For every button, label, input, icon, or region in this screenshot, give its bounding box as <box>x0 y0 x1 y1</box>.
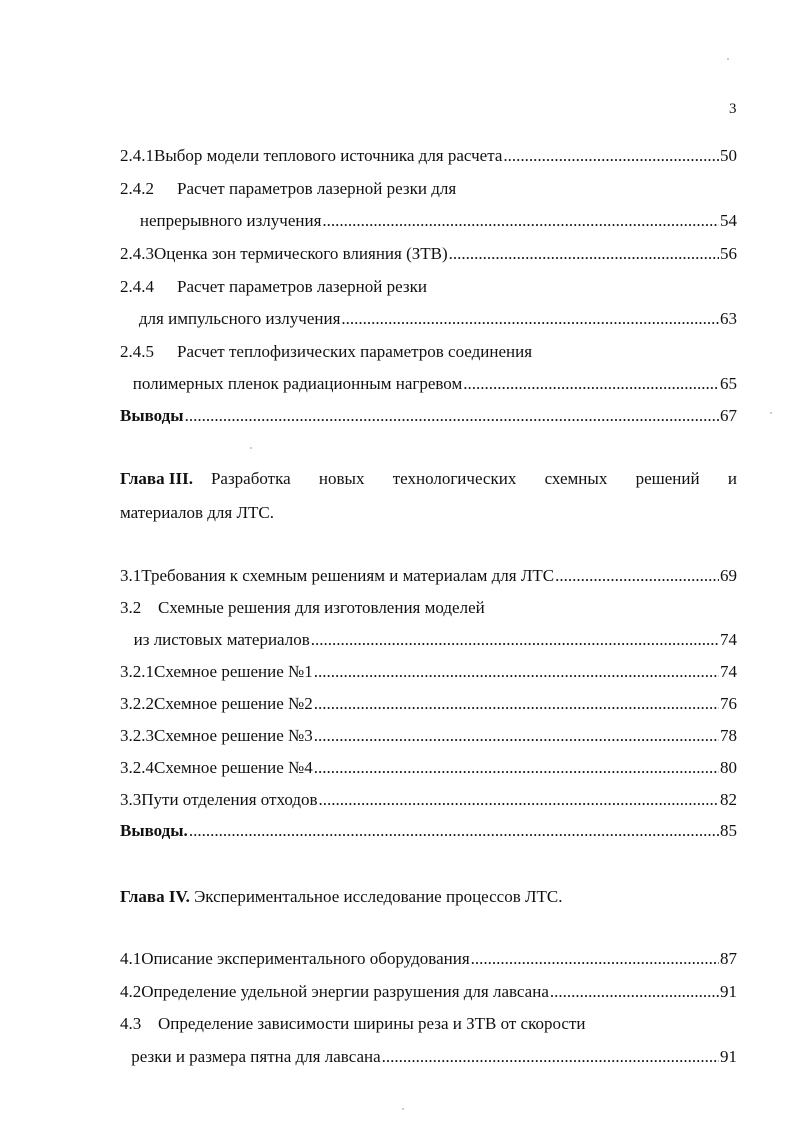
toc-number: 3.2 <box>120 598 142 617</box>
toc-number: 4.3 <box>120 1014 142 1033</box>
leader-dots <box>471 947 719 971</box>
chapter-title-word: новых <box>318 469 365 488</box>
toc-page: 76 <box>720 694 737 713</box>
toc-page: 82 <box>720 790 737 809</box>
toc-title: Выбор модели теплового источника для расчета <box>154 146 503 165</box>
scan-speck <box>770 412 772 414</box>
toc-entry-4-3-cont[interactable] <box>120 1045 737 1069</box>
toc-entry-conclusions-2[interactable] <box>120 404 737 428</box>
toc-entry-3-2-cont[interactable] <box>120 628 737 652</box>
toc-page: 91 <box>720 982 737 1001</box>
toc-number: 2.4.5 <box>120 342 154 361</box>
toc-entry-2-4-2[interactable] <box>120 177 737 201</box>
toc-number: 3.2.4 <box>120 758 154 777</box>
toc-title-cont: резки и размера пятна для лавсана <box>131 1047 381 1066</box>
leader-dots <box>314 692 719 716</box>
toc-page: 78 <box>720 726 737 745</box>
toc-title: Пути отделения отходов <box>141 790 318 809</box>
toc-entry-2-4-1[interactable] <box>120 144 737 168</box>
toc-title-cont: полимерных пленок радиационным нагревом <box>132 374 463 393</box>
toc-entry-conclusions-3[interactable] <box>120 819 737 843</box>
leader-dots <box>555 564 719 588</box>
chapter-title-word: Разработка <box>210 469 291 488</box>
toc-number: 3.2.1 <box>120 662 154 681</box>
chapter-4-heading <box>120 880 737 914</box>
toc-title: Определение зависимости ширины реза и ЗТВ от скорости <box>158 1014 586 1033</box>
toc-entry-3-2[interactable] <box>120 596 737 620</box>
leader-dots <box>322 209 719 233</box>
leader-dots <box>449 242 719 266</box>
scan-speck <box>402 1108 404 1110</box>
leader-dots <box>503 144 719 168</box>
toc-title: Схемное решение №4 <box>154 758 313 777</box>
toc-entry-3-1[interactable] <box>120 564 737 588</box>
leader-dots <box>311 628 719 652</box>
toc-number: 2.4.3 <box>120 244 154 263</box>
toc-title-cont: для импульсного излучения <box>138 309 341 328</box>
leader-dots <box>314 660 719 684</box>
toc-title: Расчет теплофизических параметров соединения <box>177 342 533 361</box>
toc-number: 3.2.2 <box>120 694 154 713</box>
toc-page: 85 <box>720 821 737 840</box>
toc-title: Схемное решение №3 <box>154 726 313 745</box>
leader-dots <box>550 980 719 1004</box>
leader-dots <box>463 372 719 396</box>
chapter-title: Экспериментальное исследование процессов ЛТС. <box>194 887 563 906</box>
chapter-3-heading <box>120 462 737 530</box>
toc-entry-2-4-5-cont[interactable] <box>120 372 737 396</box>
toc-title: Выводы <box>120 406 184 425</box>
toc-page: 87 <box>720 949 737 968</box>
toc-title: Требования к схемным решениям и материалам для ЛТС <box>141 566 555 585</box>
toc-number: 3.3 <box>120 790 142 809</box>
chapter-title-word: схемных <box>544 469 608 488</box>
toc-entry-4-1[interactable] <box>120 947 737 971</box>
toc-entry-4-2[interactable] <box>120 980 737 1004</box>
toc-number: 2.4.1 <box>120 146 154 165</box>
chapter-label: Глава IV. <box>120 887 190 906</box>
toc-title: Описание экспериментального оборудования <box>141 949 470 968</box>
chapter-label: Глава III. <box>120 469 193 488</box>
toc-entry-2-4-4-cont[interactable] <box>120 307 737 331</box>
chapter-title-line2: материалов для ЛТС. <box>120 503 274 522</box>
toc-title: Расчет параметров лазерной резки <box>177 277 427 296</box>
toc-entry-4-3[interactable] <box>120 1012 737 1036</box>
toc-page: 50 <box>720 146 737 165</box>
toc-page: 54 <box>720 211 737 230</box>
chapter-title-word: технологических <box>392 469 517 488</box>
leader-dots <box>382 1045 719 1069</box>
toc-number: 4.1 <box>120 949 142 968</box>
leader-dots <box>319 788 719 812</box>
toc-page: 91 <box>720 1047 737 1066</box>
toc-page: 74 <box>720 630 737 649</box>
leader-dots <box>314 724 719 748</box>
scan-speck <box>727 58 729 60</box>
toc-title: Схемные решения для изготовления моделей <box>158 598 485 617</box>
toc-page: 80 <box>720 758 737 777</box>
toc-entry-3-2-2[interactable] <box>120 692 737 716</box>
leader-dots <box>185 404 719 428</box>
toc-page: 63 <box>720 309 737 328</box>
toc-entry-2-4-5[interactable] <box>120 340 737 364</box>
toc-title-cont: из листовых материалов <box>133 630 310 649</box>
toc-page: 56 <box>720 244 737 263</box>
toc-number: 2.4.2 <box>120 179 154 198</box>
leader-dots <box>314 756 719 780</box>
toc-entry-3-2-1[interactable] <box>120 660 737 684</box>
toc-title: Определение удельной энергии разрушения для лавсана <box>141 982 549 1001</box>
toc-page: 67 <box>720 406 737 425</box>
toc-number: 2.4.4 <box>120 277 154 296</box>
toc-title: Оценка зон термического влияния (ЗТВ) <box>154 244 448 263</box>
toc-title: Расчет параметров лазерной резки для <box>177 179 457 198</box>
toc-entry-2-4-3[interactable] <box>120 242 737 266</box>
toc-page: 69 <box>720 566 737 585</box>
chapter-title-line1 <box>211 462 737 496</box>
toc-entry-2-4-4[interactable] <box>120 275 737 299</box>
leader-dots <box>189 819 719 843</box>
leader-dots <box>341 307 719 331</box>
toc-entry-3-2-3[interactable] <box>120 724 737 748</box>
toc-title: Выводы. <box>120 821 188 840</box>
scan-speck <box>250 447 252 449</box>
toc-entry-3-3[interactable] <box>120 788 737 812</box>
toc-page: 74 <box>720 662 737 681</box>
toc-number: 3.1 <box>120 566 142 585</box>
chapter-title-word: и <box>727 469 737 488</box>
toc-entry-3-2-4[interactable] <box>120 756 737 780</box>
chapter-title-word: решений <box>635 469 700 488</box>
toc-title: Схемное решение №2 <box>154 694 313 713</box>
toc-title-cont: непрерывного излучения <box>139 211 322 230</box>
toc-page: 65 <box>720 374 737 393</box>
toc-number: 3.2.3 <box>120 726 154 745</box>
toc-title: Схемное решение №1 <box>154 662 313 681</box>
page-number: 3 <box>729 101 737 117</box>
toc-number: 4.2 <box>120 982 142 1001</box>
toc-entry-2-4-2-cont[interactable] <box>120 209 737 233</box>
